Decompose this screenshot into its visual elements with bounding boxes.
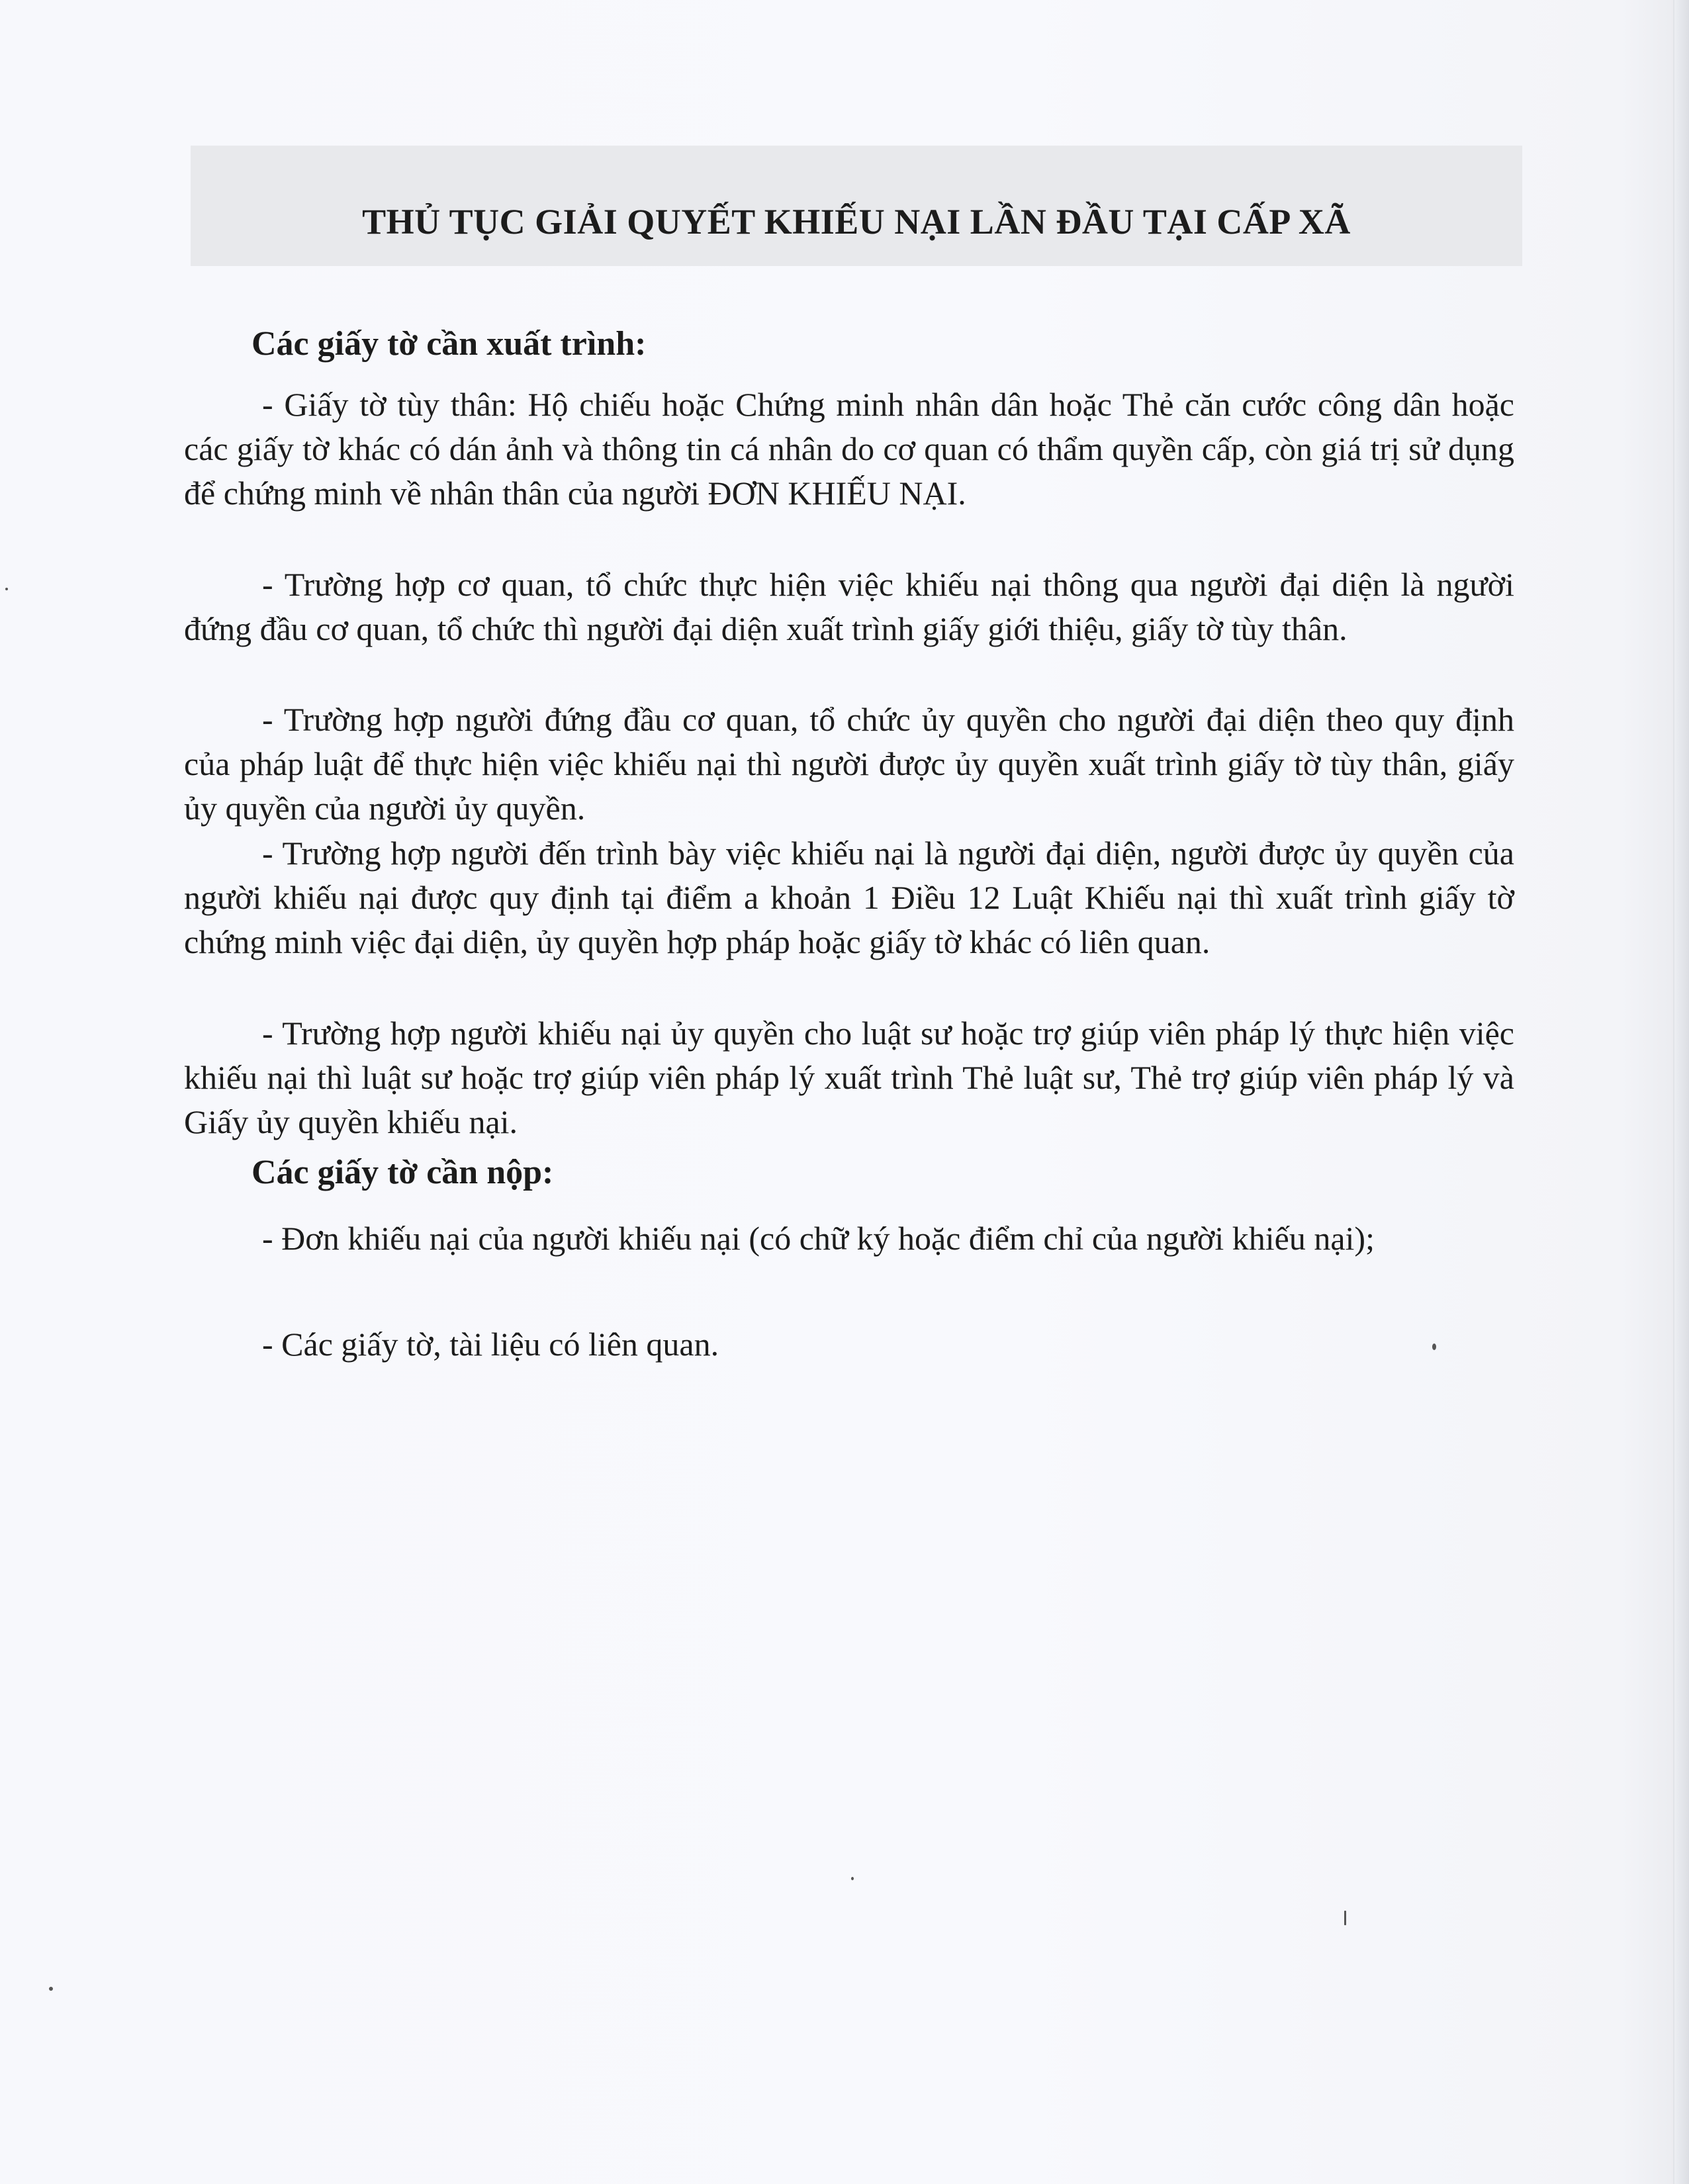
- section-heading-submit: Các giấy tờ cần nộp:: [251, 1154, 554, 1191]
- submit-item-related-documents: - Các giấy tờ, tài liệu có liên quan.: [262, 1326, 719, 1363]
- scan-speck: [851, 1877, 854, 1880]
- scan-speck: [1344, 1911, 1346, 1925]
- scan-speck: [49, 1987, 53, 1991]
- present-item-organization: - Trường hợp cơ quan, tổ chức thực hiện việc khiếu nại thông qua người đại diện là người đứng đầu cơ quan, tổ chức thì người đại diện xuất trình giấy giới thiệu, giấy tờ tùy thân.: [184, 566, 1514, 647]
- present-item-lawyer: - Trường hợp người khiếu nại ủy quyền cho luật sư hoặc trợ giúp viên pháp lý thực hiện việc khiếu nại thì luật sư hoặc trợ giúp viên pháp lý xuất trình Thẻ luật sư, Thẻ trợ giúp viên pháp lý và Giấy ủy quyền khiếu nại.: [184, 1015, 1514, 1140]
- scan-speck: [1432, 1343, 1436, 1350]
- page-edge-shadow: [1673, 0, 1689, 2184]
- present-item-representative: - Trường hợp người đến trình bày việc khiếu nại là người đại diện, người được ủy quyền của người khiếu nại được quy định tại điểm a khoản 1 Điều 12 Luật Khiếu nại thì xuất trình giấy tờ chứng minh việc đại diện, ủy quyền hợp pháp hoặc giấy tờ khác có liên quan.: [184, 835, 1514, 960]
- section-heading-present: Các giấy tờ cần xuất trình:: [251, 325, 647, 363]
- present-item-identity: - Giấy tờ tùy thân: Hộ chiếu hoặc Chứng minh nhân dân hoặc Thẻ căn cước công dân hoặc các giấy tờ khác có dán ảnh và thông tin cá nhân do cơ quan có thẩm quyền cấp, còn giá trị sử dụng để chứng minh về nhân thân của người ĐƠN KHIẾU NẠI.: [184, 386, 1514, 512]
- scan-speck: [5, 588, 8, 590]
- present-item-head-authorization: - Trường hợp người đứng đầu cơ quan, tổ chức ủy quyền cho người đại diện theo quy định của pháp luật để thực hiện việc khiếu nại thì người được ủy quyền xuất trình giấy tờ tùy thân, giấy ủy quyền của người ủy quyền.: [184, 701, 1514, 827]
- document-title: THỦ TỤC GIẢI QUYẾT KHIẾU NẠI LẦN ĐẦU TẠI CẤP XÃ: [362, 202, 1351, 242]
- submit-item-complaint-letter: - Đơn khiếu nại của người khiếu nại (có chữ ký hoặc điểm chỉ của người khiếu nại);: [262, 1220, 1375, 1257]
